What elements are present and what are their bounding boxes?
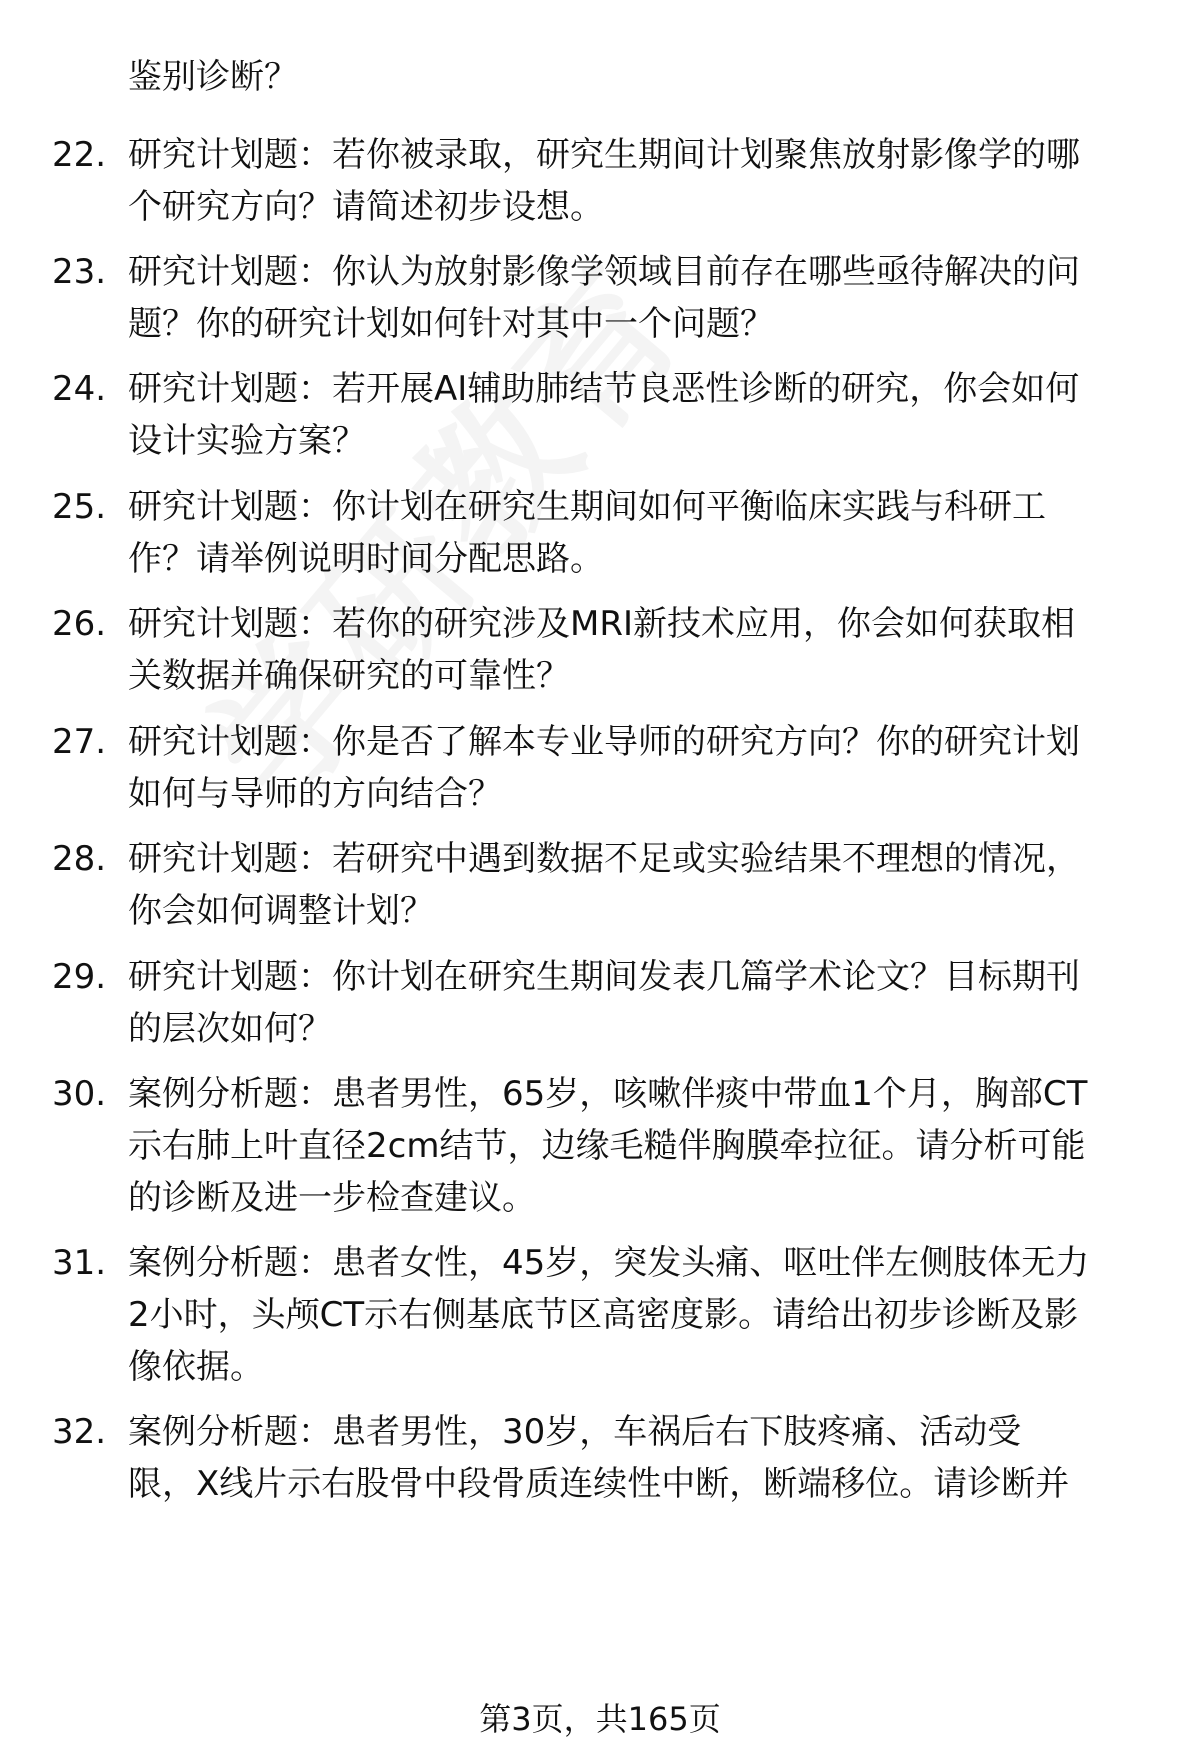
item-line: 研究计划题：你计划在研究生期间如何平衡临床实践与科研工 — [128, 487, 1046, 527]
item-line: 研究计划题：若研究中遇到数据不足或实验结果不理想的情况， — [128, 839, 1080, 879]
item-line: 案例分析题：患者女性，45岁，突发头痛、呕吐伴左侧肢体无力 — [128, 1243, 1090, 1283]
item-line: 设计实验方案？ — [128, 421, 366, 461]
item-line: 研究计划题：若你被录取，研究生期间计划聚焦放射影像学的哪 — [128, 135, 1080, 175]
item-number: 30. — [52, 1074, 107, 1114]
item-line: 2小时，头颅CT示右侧基底节区高密度影。请给出初步诊断及影 — [128, 1295, 1079, 1335]
item-line: 示右肺上叶直径2cm结节，边缘毛糙伴胸膜牵拉征。请分析可能 — [128, 1126, 1086, 1166]
item-line: 如何与导师的方向结合？ — [128, 774, 502, 814]
item-line: 研究计划题：若你的研究涉及MRI新技术应用，你会如何获取相 — [128, 604, 1075, 644]
item-line: 限，X线片示右股骨中段骨质连续性中断，断端移位。请诊断并 — [128, 1464, 1070, 1504]
item-line: 作？请举例说明时间分配思路。 — [128, 539, 604, 579]
item-line: 研究计划题：你计划在研究生期间发表几篇学术论文？目标期刊 — [128, 957, 1080, 997]
item-number: 24. — [52, 369, 107, 409]
item-line: 研究计划题：你认为放射影像学领域目前存在哪些亟待解决的问 — [128, 252, 1080, 292]
item-line: 研究计划题：若开展AI辅助肺结节良恶性诊断的研究，你会如何 — [128, 369, 1080, 409]
item-line: 像依据。 — [128, 1347, 264, 1387]
item-line: 你会如何调整计划？ — [128, 891, 434, 931]
item-number: 29. — [52, 957, 107, 997]
item-number: 25. — [52, 487, 107, 527]
item-line: 个研究方向？请简述初步设想。 — [128, 187, 604, 227]
item-line: 题？你的研究计划如何针对其中一个问题？ — [128, 304, 774, 344]
item-line: 关数据并确保研究的可靠性？ — [128, 656, 570, 696]
item-line: 的层次如何？ — [128, 1009, 332, 1049]
continuation-line: 鉴别诊断？ — [128, 57, 298, 97]
item-number: 26. — [52, 604, 107, 644]
item-line: 案例分析题：患者男性，65岁，咳嗽伴痰中带血1个月，胸部CT — [128, 1074, 1088, 1114]
item-line: 的诊断及进一步检查建议。 — [128, 1178, 536, 1218]
item-number: 28. — [52, 839, 107, 879]
item-number: 31. — [52, 1243, 107, 1283]
item-number: 27. — [52, 722, 107, 762]
item-number: 22. — [52, 135, 107, 175]
item-number: 23. — [52, 252, 107, 292]
page-footer: 第3页，共165页 — [479, 1700, 721, 1738]
item-line: 研究计划题：你是否了解本专业导师的研究方向？你的研究计划 — [128, 722, 1080, 762]
item-line: 案例分析题：患者男性，30岁，车祸后右下肢疼痛、活动受 — [128, 1412, 1022, 1452]
item-number: 32. — [52, 1412, 107, 1452]
